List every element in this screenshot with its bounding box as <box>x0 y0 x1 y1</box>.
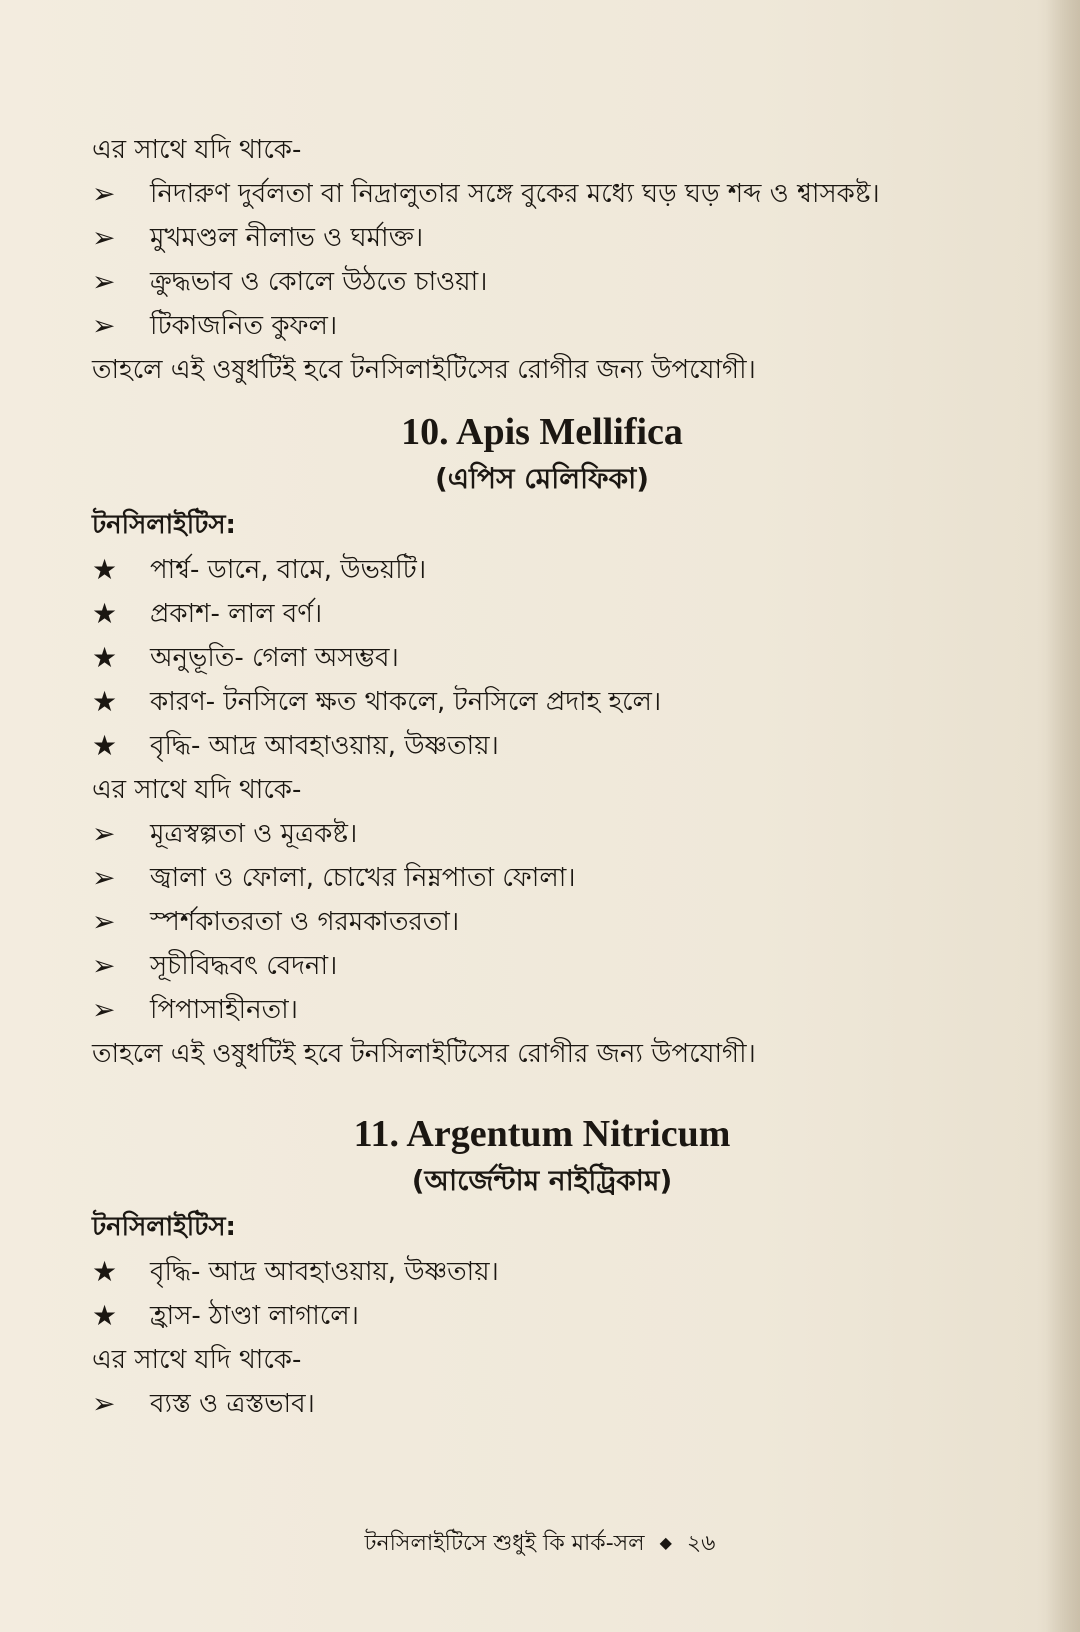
list-item <box>92 1294 972 1338</box>
page-number: ২৬ <box>686 1531 716 1556</box>
star-bullet-icon: ★ <box>92 729 118 762</box>
list-item-text: মূত্রস্বল্পতা ও মূত্রকষ্ট। <box>150 819 358 849</box>
arrow-bullet-icon: ➢ <box>92 221 116 254</box>
remedy-title-bn: (আর্জেন্টাম নাইট্রিকাম) <box>411 1164 673 1197</box>
list-item <box>92 1250 972 1294</box>
page-edge-shadow <box>1046 0 1080 1632</box>
list-item-text: টিকাজনিত কুফল। <box>150 311 338 341</box>
arrow-bullet-icon: ➢ <box>92 817 116 850</box>
list-item <box>92 1382 972 1426</box>
remedy-title-bn: (এপিস মেলিফিকা) <box>434 462 650 495</box>
arrow-bullet-icon: ➢ <box>92 1387 116 1420</box>
section-subheading: টনসিলাইটিস: <box>92 510 236 540</box>
list-item <box>92 172 972 216</box>
star-bullet-icon: ★ <box>92 1299 118 1332</box>
arrow-bullet-icon: ➢ <box>92 177 116 210</box>
list-item <box>92 988 972 1032</box>
list-item <box>92 216 972 260</box>
prev-intro: এর সাথে যদি থাকে- <box>92 135 302 165</box>
list-item-text: বৃদ্ধি- আদ্র আবহাওয়ায়, উষ্ণতায়। <box>150 1257 499 1287</box>
prev-conclusion: তাহলে এই ওষুধটিই হবে টনসিলাইটিসের রোগীর জন্য উপযোগী। <box>92 355 756 385</box>
star-bullet-icon: ★ <box>92 685 118 718</box>
arrow-bullet-icon: ➢ <box>92 905 116 938</box>
arrow-bullet-icon: ➢ <box>92 265 116 298</box>
list-item <box>92 636 972 680</box>
list-item <box>92 680 972 724</box>
diamond-separator-icon: ◆ <box>659 1533 672 1552</box>
arrow-bullet-icon: ➢ <box>92 949 116 982</box>
remedy-heading-argentum <box>102 1110 982 1204</box>
remedy-title-en: 10. Apis Mellifica <box>401 411 683 453</box>
list-item-text: সূচীবিদ্ধবৎ বেদনা। <box>150 951 338 981</box>
footer-book-title: টনসিলাইটিসে শুধুই কি মার্ক-সল <box>364 1531 645 1556</box>
list-item-text: স্পর্শকাতরতা ও গরমকাতরতা। <box>150 907 460 937</box>
list-item-text: নিদারুণ দুর্বলতা বা নিদ্রালুতার সঙ্গে বুকের মধ্যে ঘড় ঘড় শব্দ ও শ্বাসকষ্ট। <box>150 179 880 209</box>
list-item-text: প্রকাশ- লাল বর্ণ। <box>150 599 323 629</box>
apis-intro: এর সাথে যদি থাকে- <box>92 775 302 805</box>
list-item <box>92 900 972 944</box>
list-item-text: বৃদ্ধি- আদ্র আবহাওয়ায়, উষ্ণতায়। <box>150 731 499 761</box>
star-bullet-icon: ★ <box>92 553 118 586</box>
list-item-text: ক্রুদ্ধভাব ও কোলে উঠতে চাওয়া। <box>150 267 488 297</box>
list-item <box>92 592 972 636</box>
list-item-text: কারণ- টনসিলে ক্ষত থাকলে, টনসিলে প্রদাহ হলে। <box>150 687 662 717</box>
page-footer <box>0 1528 1080 1559</box>
list-item-text: ব্যস্ত ও ত্রস্তভাব। <box>150 1389 315 1419</box>
list-item-text: অনুভূতি- গেলা অসম্ভব। <box>150 643 399 673</box>
list-item <box>92 260 972 304</box>
list-item <box>92 304 972 348</box>
list-item-text: হ্রাস- ঠাণ্ডা লাগালে। <box>150 1301 359 1331</box>
argentum-intro: এর সাথে যদি থাকে- <box>92 1345 302 1375</box>
remedy-heading-apis <box>102 408 982 502</box>
apis-conclusion: তাহলে এই ওষুধটিই হবে টনসিলাইটিসের রোগীর জন্য উপযোগী। <box>92 1039 756 1069</box>
list-item <box>92 548 972 592</box>
list-item-text: পার্শ্ব- ডানে, বামে, উভয়টি। <box>150 555 427 585</box>
list-item <box>92 856 972 900</box>
arrow-bullet-icon: ➢ <box>92 309 116 342</box>
remedy-title-en: 11. Argentum Nitricum <box>353 1113 731 1155</box>
list-item-text: মুখমণ্ডল নীলাভ ও ঘর্মাক্ত। <box>150 223 424 253</box>
star-bullet-icon: ★ <box>92 597 118 630</box>
list-item <box>92 724 972 768</box>
star-bullet-icon: ★ <box>92 1255 118 1288</box>
arrow-bullet-icon: ➢ <box>92 993 116 1026</box>
list-item-text: পিপাসাহীনতা। <box>150 995 298 1025</box>
list-item-text: জ্বালা ও ফোলা, চোখের নিম্নপাতা ফোলা। <box>150 863 576 893</box>
section-subheading: টনসিলাইটিস: <box>92 1212 236 1242</box>
list-item <box>92 812 972 856</box>
list-item <box>92 944 972 988</box>
page-content <box>92 128 972 1426</box>
star-bullet-icon: ★ <box>92 641 118 674</box>
arrow-bullet-icon: ➢ <box>92 861 116 894</box>
